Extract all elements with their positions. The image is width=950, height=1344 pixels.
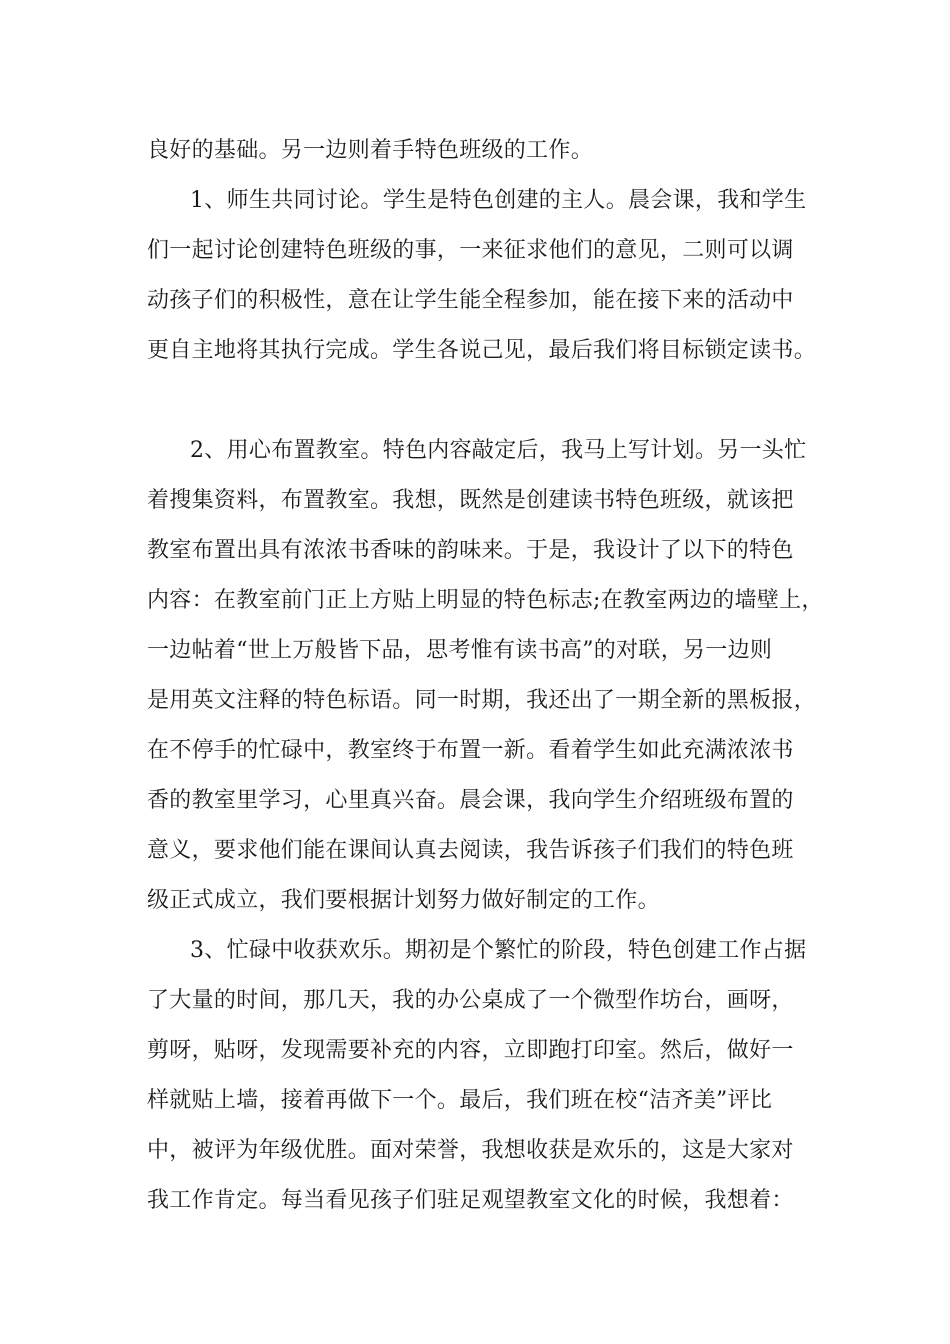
text-line: 更自主地将其执行完成。学生各说己见，最后我们将目标锁定读书。 bbox=[147, 338, 817, 363]
text-line: 样就贴上墙，接着再做下一个。最后，我们班在校“洁齐美”评比 bbox=[147, 1088, 773, 1113]
text-line: 中，被评为年级优胜。面对荣誉，我想收获是欢乐的，这是大家对 bbox=[147, 1138, 794, 1163]
text-line: 剪呀，贴呀，发现需要补充的内容，立即跑打印室。然后，做好一 bbox=[147, 1038, 794, 1063]
text-line: 内容：在教室前门正上方贴上明显的特色标志;在教室两边的墙壁上， bbox=[147, 588, 824, 613]
text-line: 们一起讨论创建特色班级的事，一来征求他们的意见，二则可以调 bbox=[147, 238, 794, 263]
text-line: 香的教室里学习，心里真兴奋。晨会课，我向学生介绍班级布置的 bbox=[147, 788, 794, 813]
paragraph-1-heading-line: 1、师生共同讨论。学生是特色创建的主人。晨会课，我和学生 bbox=[190, 188, 807, 213]
text-line: 着搜集资料，布置教室。我想，既然是创建读书特色班级，就该把 bbox=[147, 488, 794, 513]
text-line: 良好的基础。另一边则着手特色班级的工作。 bbox=[147, 138, 594, 163]
text-line: 在不停手的忙碌中，教室终于布置一新。看着学生如此充满浓浓书 bbox=[147, 738, 794, 763]
text-line: 意义，要求他们能在课间认真去阅读，我告诉孩子们我们的特色班 bbox=[147, 838, 794, 863]
paragraph-2-heading-line: 2、用心布置教室。特色内容敲定后，我马上写计划。另一头忙 bbox=[190, 438, 807, 463]
text-line: 了大量的时间，那几天，我的办公桌成了一个微型作坊台，画呀， bbox=[147, 988, 794, 1013]
text-line: 教室布置出具有浓浓书香味的韵味来。于是，我设计了以下的特色 bbox=[147, 538, 794, 563]
paragraph-3-heading-line: 3、忙碌中收获欢乐。期初是个繁忙的阶段，特色创建工作占据 bbox=[190, 938, 807, 963]
text-line: 动孩子们的积极性，意在让学生能全程参加，能在接下来的活动中 bbox=[147, 288, 794, 313]
text-line: 我工作肯定。每当看见孩子们驻足观望教室文化的时候，我想着： bbox=[147, 1188, 794, 1213]
text-line: 级正式成立，我们要根据计划努力做好制定的工作。 bbox=[147, 888, 660, 913]
text-line: 是用英文注释的特色标语。同一时期，我还出了一期全新的黑板报， bbox=[147, 688, 817, 713]
text-line: 一边帖着“世上万般皆下品，思考惟有读书高”的对联，另一边则 bbox=[147, 638, 773, 663]
